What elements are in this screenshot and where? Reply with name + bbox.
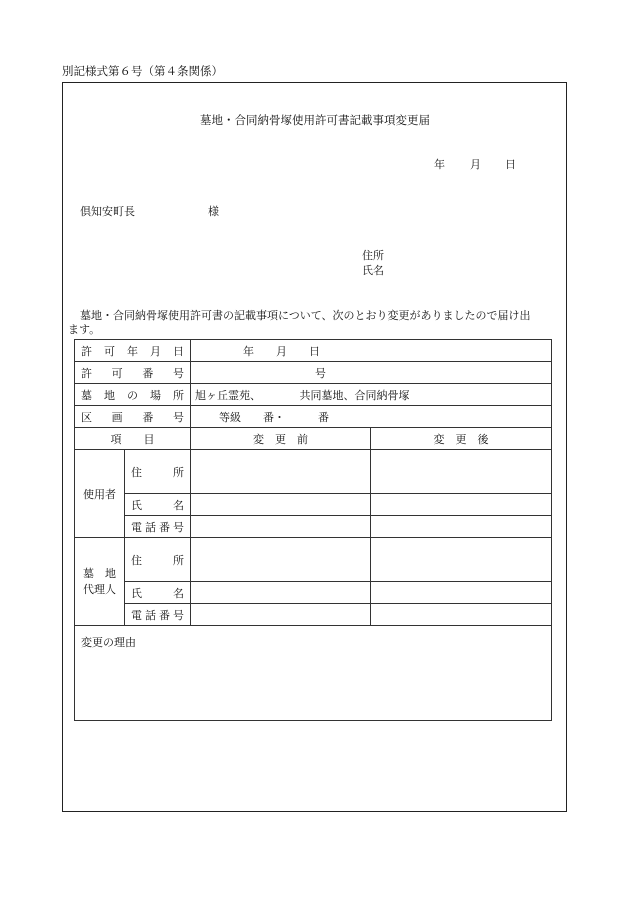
user-phone-row bbox=[75, 516, 552, 538]
table-row-permit-number bbox=[75, 362, 552, 384]
user-name-row bbox=[75, 494, 552, 516]
plot-number-value: 等級 番・ 番 bbox=[191, 406, 552, 428]
plot-number-label-cell bbox=[75, 406, 191, 428]
date-month: 月 bbox=[470, 158, 481, 171]
intro-text-line2: ます。 bbox=[68, 323, 101, 336]
agent-phone-row bbox=[75, 604, 552, 626]
header-after: 変 更 後 bbox=[371, 428, 552, 450]
intro-text-line1: 墓地・合同納骨塚使用許可書の記載事項について、次のとおり変更がありましたので届け出 bbox=[80, 309, 531, 322]
permit-number-value: 号 bbox=[191, 362, 552, 384]
date-day: 日 bbox=[505, 158, 516, 171]
permit-date-label-cell bbox=[75, 340, 191, 362]
permit-date-value: 年 月 日 bbox=[191, 340, 552, 362]
permit-number-label: 許可番号 bbox=[81, 366, 184, 380]
reason-field[interactable] bbox=[75, 626, 552, 721]
agent-name-label: 氏 名 bbox=[131, 586, 184, 600]
plot-number-label: 区画番号 bbox=[81, 410, 184, 424]
user-phone-label-cell bbox=[125, 516, 191, 538]
user-group-label: 使用者 bbox=[75, 450, 125, 538]
agent-address-before[interactable] bbox=[191, 538, 371, 582]
permit-date-label: 許可年月日 bbox=[81, 344, 184, 358]
cemetery-location-value: 旭ヶ丘霊苑、 共同墓地、合同納骨塚 bbox=[191, 384, 552, 406]
user-name-before[interactable] bbox=[191, 494, 371, 516]
agent-name-label-cell bbox=[125, 582, 191, 604]
form-number-note: 別記様式第６号（第４条関係） bbox=[62, 64, 223, 78]
change-form-table bbox=[74, 339, 552, 721]
agent-phone-label: 電話番号 bbox=[131, 608, 184, 622]
agent-address-label: 住 所 bbox=[131, 553, 184, 567]
agent-group-label-line1: 墓 地 bbox=[83, 567, 116, 581]
agent-address-after[interactable] bbox=[371, 538, 552, 582]
header-item: 項 目 bbox=[75, 428, 191, 450]
addressee-name: 倶知安町長 bbox=[80, 205, 135, 218]
applicant-address-label: 住所 bbox=[362, 249, 384, 262]
table-header-row bbox=[75, 428, 552, 450]
agent-phone-after[interactable] bbox=[371, 604, 552, 626]
agent-address-label-cell bbox=[125, 538, 191, 582]
applicant-name-label: 氏名 bbox=[362, 264, 384, 277]
permit-number-label-cell bbox=[75, 362, 191, 384]
user-address-row bbox=[75, 450, 552, 494]
user-address-before[interactable] bbox=[191, 450, 371, 494]
date-year: 年 bbox=[434, 158, 445, 171]
agent-phone-before[interactable] bbox=[191, 604, 371, 626]
agent-address-row bbox=[75, 538, 552, 582]
reason-row bbox=[75, 626, 552, 721]
user-name-label-cell bbox=[125, 494, 191, 516]
reason-label: 変更の理由 bbox=[81, 636, 136, 649]
addressee-suffix: 様 bbox=[208, 205, 219, 218]
user-name-label: 氏 名 bbox=[131, 498, 184, 512]
form-title: 墓地・合同納骨塚使用許可書記載事項変更届 bbox=[200, 113, 430, 127]
agent-name-row bbox=[75, 582, 552, 604]
table-row-cemetery-location bbox=[75, 384, 552, 406]
header-before: 変 更 前 bbox=[191, 428, 371, 450]
agent-name-after[interactable] bbox=[371, 582, 552, 604]
agent-group-label-line2: 代理人 bbox=[83, 582, 116, 596]
user-address-label-cell bbox=[125, 450, 191, 494]
user-phone-after[interactable] bbox=[371, 516, 552, 538]
agent-name-before[interactable] bbox=[191, 582, 371, 604]
user-phone-label: 電話番号 bbox=[131, 520, 184, 534]
user-phone-before[interactable] bbox=[191, 516, 371, 538]
user-address-label: 住 所 bbox=[131, 465, 184, 479]
table-row-plot-number bbox=[75, 406, 552, 428]
table-row-permit-date bbox=[75, 340, 552, 362]
agent-group-label bbox=[75, 538, 125, 626]
cemetery-location-label: 墓地の場所 bbox=[81, 388, 184, 402]
agent-phone-label-cell bbox=[125, 604, 191, 626]
cemetery-location-label-cell bbox=[75, 384, 191, 406]
user-address-after[interactable] bbox=[371, 450, 552, 494]
user-name-after[interactable] bbox=[371, 494, 552, 516]
